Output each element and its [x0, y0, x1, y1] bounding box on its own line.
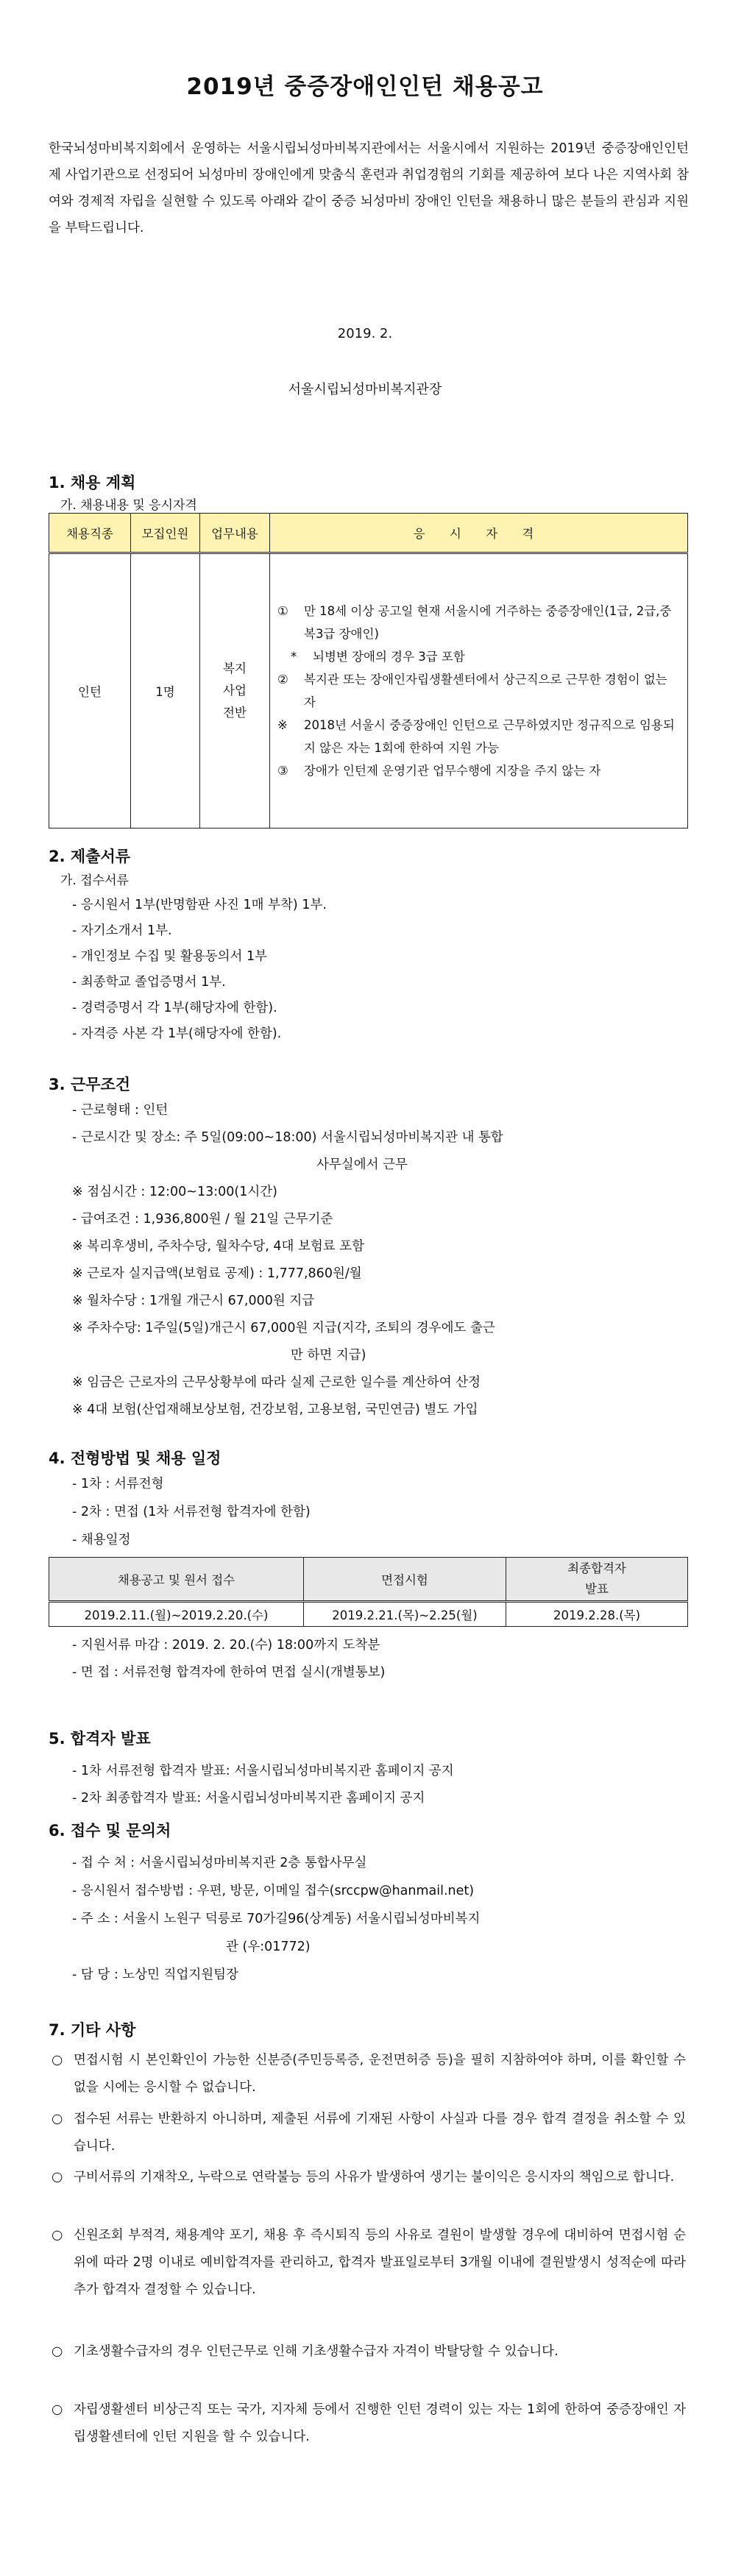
section-1-heading: 1. 채용 계획	[49, 474, 136, 492]
header-duty: 업무내용	[200, 514, 270, 553]
cell-job: 인턴	[49, 553, 131, 828]
intro-paragraph: 한국뇌성마비복지회에서 운영하는 서울시립뇌성마비복지관에서는 서울시에서 지원하는 2019년 중증장애인인턴제 사업기관으로 선정되어 뇌성마비 장애인에게 맞춤식 훈련과 취업경험의 기회를 제공하여 보다 나은 지역사회 참여와 경제적 자립을 실현할 수 있도록 아래와 같이 중증 뇌성마비 장애인 인턴을 채용하니 많은 분들의 관심과 지원을 부탁드립니다.	[49, 141, 689, 235]
req-text: 2018년 서울시 중증장애인 인턴으로 근무하였지만 정규직으로 임용되지 않은 자는 1회에 한하여 지원 가능	[304, 718, 675, 755]
work-item: ※ 4대 보험(산업재해보상보험, 건강보험, 고용보험, 국민연금) 별도 가입	[72, 1402, 478, 1417]
schedule-header-interview: 면접시험	[304, 1558, 506, 1602]
circle-bullet-icon: ○	[52, 2228, 63, 2243]
header-count: 모집인원	[131, 514, 200, 553]
schedule-note: - 면 접 : 서류전형 합격자에 한하여 면접 실시(개별통보)	[72, 1665, 386, 1680]
cell-duty: 복지 사업 전반	[200, 553, 270, 828]
note-item	[52, 2106, 686, 2160]
req-mark: *	[291, 650, 297, 664]
doc-item: - 응시원서 1부(반명함판 사진 1매 부착) 1부.	[72, 898, 327, 912]
header-job: 채용직종	[49, 514, 131, 553]
req-mark: ②	[277, 673, 288, 686]
schedule-table	[49, 1557, 688, 1627]
organization-signature: 서울시립뇌성마비복지관장	[288, 382, 442, 397]
work-item: ※ 주차수당: 1주일(5일)개근시 67,000원 지급(지각, 조퇴의 경우에도 출근	[72, 1321, 495, 1335]
schedule-note: - 지원서류 마감 : 2019. 2. 20.(수) 18:00까지 도착분	[72, 1638, 380, 1653]
circle-bullet-icon: ○	[52, 2170, 63, 2185]
section-1-sub: 가. 채용내용 및 응시자격	[60, 498, 197, 513]
doc-item: - 최종학교 졸업증명서 1부.	[72, 975, 226, 990]
note-item	[52, 2222, 686, 2304]
circle-bullet-icon: ○	[52, 2112, 63, 2126]
req-mark: ※	[277, 718, 288, 732]
note-item	[52, 2338, 686, 2366]
doc-item: - 개인정보 수집 및 활용동의서 1부	[72, 949, 268, 964]
contact-item: - 접 수 처 : 서울시립뇌성마비복지관 2층 통합사무실	[72, 1856, 367, 1870]
contact-item: - 담 당 : 노상민 직업지원팀장	[72, 1968, 238, 1982]
schedule-header-apply: 채용공고 및 원서 접수	[49, 1558, 304, 1602]
note-text: 면접시험 시 본인확인이 가능한 신분증(주민등록증, 운전면허증 등)을 필히 지참하여야 하며, 이를 확인할 수 없을 시에는 응시할 수 없습니다.	[74, 2053, 686, 2095]
cell-qualification	[270, 553, 688, 828]
req-text: 복지관 또는 장애인자립생활센터에서 상근직으로 근무한 경험이 없는 자	[304, 673, 667, 709]
note-text: 기초생활수급자의 경우 인턴근무로 인해 기초생활수급자 자격이 박탈당할 수 있습니다.	[74, 2344, 559, 2359]
work-item: ※ 근로자 실지급액(보험료 공제) : 1,777,860원/월	[72, 1266, 362, 1281]
work-item: - 급여조건 : 1,936,800원 / 월 21일 근무기준	[72, 1212, 333, 1227]
work-item: - 근로시간 및 장소: 주 5일(09:00~18:00) 서울시립뇌성마비복지관 내 통합	[72, 1130, 503, 1145]
contact-item: - 주 소 : 서울시 노원구 덕릉로 70가길96(상계동) 서울시립뇌성마비복지	[72, 1912, 481, 1926]
schedule-result-date: 2019.2.28.(목)	[506, 1602, 688, 1627]
req-text: 만 18세 이상 공고일 현재 서울시에 거주하는 중증장애인(1급, 2급,중복3급 장애인)	[304, 604, 672, 641]
recruitment-table	[49, 513, 688, 828]
page-title: 2019년 중증장애인인턴 채용공고	[186, 74, 544, 100]
schedule-interview-date: 2019.2.21.(목)~2.25(월)	[304, 1602, 506, 1627]
work-item: ※ 복리후생비, 주차수당, 월차수당, 4대 보험료 포함	[72, 1239, 365, 1254]
section-3-heading: 3. 근무조건	[49, 1076, 131, 1093]
circle-bullet-icon: ○	[52, 2344, 63, 2359]
notice-date: 2019. 2.	[337, 326, 393, 341]
schedule-apply-date: 2019.2.11.(월)~2019.2.20.(수)	[49, 1602, 304, 1627]
req-text: 뇌병변 장애의 경우 3급 포함	[313, 650, 465, 664]
req-mark: ①	[277, 604, 288, 618]
section-5-heading: 5. 합격자 발표	[49, 1730, 151, 1748]
note-text: 신원조회 부적격, 채용계약 포기, 채용 후 즉시퇴직 등의 사유로 결원이 발생할 경우에 대비하여 면접시험 순위에 따라 2명 이내로 예비합격자를 관리하고, 합격자 발표일로부터 3개월 이내에 결원발생시 성적순에 따라 추가 합격자 결정할 수 있습니다.	[74, 2228, 686, 2297]
section-2-heading: 2. 제출서류	[49, 848, 131, 865]
work-item-cont: 사무실에서 근무	[316, 1157, 408, 1172]
result-item: - 1차 서류전형 합격자 발표: 서울시립뇌성마비복지관 홈페이지 공지	[72, 1764, 454, 1778]
result-item: - 2차 최종합격자 발표: 서울시립뇌성마비복지관 홈페이지 공지	[72, 1791, 425, 1806]
section-4-heading: 4. 전형방법 및 채용 일정	[49, 1450, 222, 1467]
note-text: 구비서류의 기재착오, 누락으로 연락불능 등의 사유가 발생하여 생기는 불이익은 응시자의 책임으로 합니다.	[74, 2170, 675, 2185]
section-6-heading: 6. 접수 및 문의처	[49, 1822, 171, 1839]
doc-item: - 경력증명서 각 1부(해당자에 한함).	[72, 1001, 277, 1015]
circle-bullet-icon: ○	[52, 2053, 63, 2068]
work-item: ※ 점심시간 : 12:00~13:00(1시간)	[72, 1185, 277, 1199]
req-text: 장애가 인턴제 운영기관 업무수행에 지장을 주지 않는 자	[304, 764, 601, 778]
header-qualification: 응 시 자 격	[270, 514, 688, 553]
work-item: ※ 월차수당 : 1개월 개근시 67,000원 지급	[72, 1294, 315, 1308]
section-7-heading: 7. 기타 사항	[49, 2021, 136, 2039]
note-item	[52, 2047, 686, 2101]
cell-count: 1명	[131, 553, 200, 828]
work-item-cont: 만 하면 지급)	[291, 1348, 366, 1363]
note-item	[52, 2164, 686, 2191]
contact-item-cont: 관 (우:01772)	[226, 1940, 311, 1954]
process-item: - 채용일정	[72, 1533, 131, 1547]
req-mark: ③	[277, 764, 288, 778]
section-2-sub: 가. 접수서류	[60, 873, 129, 888]
doc-item: - 자기소개서 1부.	[72, 923, 172, 938]
doc-item: - 자격증 사본 각 1부(해당자에 한함).	[72, 1026, 282, 1041]
circle-bullet-icon: ○	[52, 2402, 63, 2417]
note-text: 자립생활센터 비상근직 또는 국가, 지자체 등에서 진행한 인턴 경력이 있는 자는 1회에 한하여 중증장애인 자립생활센터에 인턴 지원을 할 수 있습니다.	[74, 2402, 686, 2444]
contact-item: - 응시원서 접수방법 : 우편, 방문, 이메일 접수(srccpw@hanmail.net)	[72, 1884, 475, 1898]
note-text: 접수된 서류는 반환하지 아니하며, 제출된 서류에 기재된 사항이 사실과 다를 경우 합격 결정을 취소할 수 있습니다.	[74, 2112, 686, 2154]
process-item: - 2차 : 면접 (1차 서류전형 합격자에 한함)	[72, 1505, 311, 1519]
process-item: - 1차 : 서류전형	[72, 1477, 164, 1491]
work-item: ※ 임금은 근로자의 근무상황부에 따라 실제 근로한 일수를 계산하여 산정	[72, 1375, 481, 1390]
note-item	[52, 2396, 686, 2451]
work-item: - 근로형태 : 인턴	[72, 1103, 169, 1118]
schedule-header-result: 최종합격자 발표	[506, 1558, 688, 1602]
